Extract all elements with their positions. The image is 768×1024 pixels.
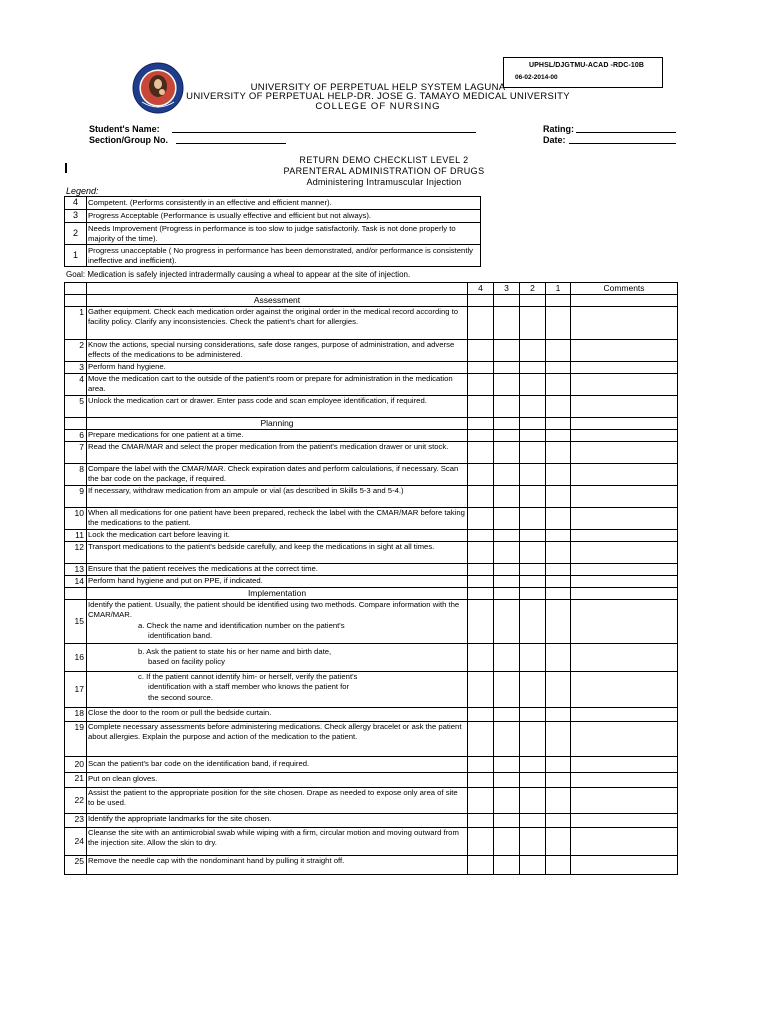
comments-cell[interactable]	[571, 441, 678, 463]
university-name-line1: UNIVERSITY OF PERPETUAL HELP SYSTEM LAGUNA	[250, 82, 506, 93]
score-3-cell[interactable]	[494, 813, 520, 827]
legend-table	[64, 196, 481, 267]
step-number: 7	[65, 441, 87, 463]
score-1-cell[interactable]	[546, 339, 571, 361]
score-2-cell[interactable]	[520, 485, 546, 507]
table-row	[65, 721, 678, 756]
score-3-cell[interactable]	[494, 507, 520, 529]
comments-cell[interactable]	[571, 306, 678, 339]
score-2-cell[interactable]	[520, 441, 546, 463]
document-code: UPHSL/DJGTMU-ACAD -RDC-10B	[529, 62, 644, 69]
step-text: Scan the patient's bar code on the identification band, if required.	[87, 756, 468, 772]
step-number: 3	[65, 361, 87, 373]
score-1-cell[interactable]	[546, 306, 571, 339]
blank-cell	[65, 587, 87, 599]
step-sub-text: c. If the patient cannot identify him- or herself, verify the patient's	[138, 671, 358, 681]
step-text: Assist the patient to the appropriate position for the site chosen. Drape as needed to expose only area of site to be used.	[87, 787, 468, 813]
table-row	[65, 361, 678, 373]
score-3-cell[interactable]	[494, 529, 520, 541]
table-row	[65, 643, 678, 671]
legend-row	[65, 210, 481, 223]
procedure-title: Administering Intramuscular Injection	[306, 177, 462, 187]
table-row	[65, 599, 678, 643]
step-number: 25	[65, 855, 87, 874]
step-sub-text: identification with a staff member who knows the patient for	[148, 682, 350, 691]
score-3-cell[interactable]	[494, 541, 520, 563]
student-name-label: Student's Name:	[89, 124, 160, 134]
comments-cell[interactable]	[571, 787, 678, 813]
blank-cell	[65, 417, 87, 429]
table-row	[65, 563, 678, 575]
table-row	[65, 395, 678, 417]
score-3-cell[interactable]	[494, 643, 520, 671]
comments-header: Comments	[571, 283, 678, 295]
table-row	[65, 707, 678, 721]
score-4-cell[interactable]	[468, 361, 494, 373]
table-row	[65, 541, 678, 563]
comments-cell[interactable]	[571, 707, 678, 721]
comments-cell[interactable]	[571, 756, 678, 772]
university-name-line2: UNIVERSITY OF PERPETUAL HELP-DR. JOSE G. TAMAYO MEDICAL UNIVERSITY	[186, 91, 570, 102]
score-1-cell[interactable]	[546, 707, 571, 721]
step-text: Move the medication cart to the outside of the patient's room or prepare for administration in the medication area.	[87, 373, 468, 395]
step-sub-text: a. Check the name and identification number on the patient's	[138, 620, 345, 630]
score-3-cell[interactable]	[494, 373, 520, 395]
blank-header	[65, 283, 87, 295]
score-3-cell[interactable]	[494, 827, 520, 855]
score-1-cell[interactable]	[546, 429, 571, 441]
score-2-cell[interactable]	[520, 507, 546, 529]
score-4-cell[interactable]	[468, 721, 494, 756]
score-4-cell[interactable]	[468, 395, 494, 417]
step-text: Ensure that the patient receives the medications at the correct time.	[87, 563, 468, 575]
section-implementation: Implementation	[87, 587, 468, 599]
score-1-cell[interactable]	[546, 529, 571, 541]
score-3-cell[interactable]	[494, 756, 520, 772]
step-number: 15	[65, 599, 87, 643]
step-number: 19	[65, 721, 87, 756]
score-1-cell[interactable]	[546, 813, 571, 827]
comments-cell[interactable]	[571, 429, 678, 441]
score-3-cell[interactable]	[494, 361, 520, 373]
legend-text: Progress Acceptable (Performance is usually effective and efficient but not always).	[87, 210, 481, 223]
score-4-cell[interactable]	[468, 575, 494, 587]
section-row	[65, 294, 678, 306]
score-3-cell[interactable]	[494, 787, 520, 813]
step-text: Put on clean gloves.	[87, 772, 468, 787]
college-name: COLLEGE OF NURSING	[315, 101, 441, 112]
score-2-cell[interactable]	[520, 529, 546, 541]
score-1-cell[interactable]	[546, 541, 571, 563]
score-1-cell[interactable]	[546, 395, 571, 417]
score-4-cell[interactable]	[468, 599, 494, 643]
step-text: Gather equipment. Check each medication order against the original order in the medical record according to facility policy. Clarify any inconsistencies. Check the patient's chart for allergies.	[87, 306, 468, 339]
table-row	[65, 429, 678, 441]
step-text: Perform hand hygiene.	[87, 361, 468, 373]
score-3-cell[interactable]	[494, 463, 520, 485]
comments-cell[interactable]	[571, 643, 678, 671]
score-4-cell[interactable]	[468, 855, 494, 874]
step-sub-text: b. Ask the patient to state his or her name and birth date,	[138, 646, 332, 656]
score-4-cell[interactable]	[468, 507, 494, 529]
checklist-table	[64, 282, 678, 875]
score-2-cell[interactable]	[520, 827, 546, 855]
comments-cell[interactable]	[571, 339, 678, 361]
step-number: 17	[65, 671, 87, 707]
step-text: Know the actions, special nursing considerations, safe dose ranges, purpose of administration, and adverse effects of the medications to be administered.	[87, 339, 468, 361]
goal-statement: Goal: Medication is safely injected intradermally causing a wheal to appear at the site of injection.	[66, 270, 411, 279]
step-text: Unlock the medication cart or drawer. Enter pass code and scan employee identification, if required.	[87, 395, 468, 417]
legend-row	[65, 197, 481, 210]
step-number: 20	[65, 756, 87, 772]
step-number: 12	[65, 541, 87, 563]
score-3-cell[interactable]	[494, 306, 520, 339]
step-text-block	[87, 599, 468, 643]
step-number: 16	[65, 643, 87, 671]
score-2-cell[interactable]	[520, 563, 546, 575]
step-text: Identify the appropriate landmarks for the site chosen.	[87, 813, 468, 827]
score-2-cell[interactable]	[520, 575, 546, 587]
score-2-cell[interactable]	[520, 429, 546, 441]
step-number: 9	[65, 485, 87, 507]
score-2-cell[interactable]	[520, 721, 546, 756]
legend-text: Progress unacceptable ( No progress in performance has been demonstrated, and/or performance is consistently ineffective and inefficient).	[87, 245, 481, 267]
blank-header	[87, 283, 468, 295]
score-1-cell[interactable]	[546, 563, 571, 575]
score-2-cell[interactable]	[520, 599, 546, 643]
score-2-cell[interactable]	[520, 339, 546, 361]
score-3-cell[interactable]	[494, 441, 520, 463]
legend-text: Competent. (Performs consistently in an effective and efficient manner).	[87, 197, 481, 210]
section-group-field[interactable]	[176, 143, 286, 144]
score-3-cell[interactable]	[494, 599, 520, 643]
step-text: Transport medications to the patient's bedside carefully, and keep the medications in sight at all times.	[87, 541, 468, 563]
table-row	[65, 529, 678, 541]
score-4-cell[interactable]	[468, 541, 494, 563]
step-text: When all medications for one patient have been prepared, recheck the label with the CMAR/MAR before taking the medications to the patient.	[87, 507, 468, 529]
score-2-cell[interactable]	[520, 707, 546, 721]
score-2-cell[interactable]	[520, 643, 546, 671]
score-3-cell[interactable]	[494, 563, 520, 575]
comments-cell[interactable]	[571, 507, 678, 529]
score-1-cell[interactable]	[546, 441, 571, 463]
score-1-cell[interactable]	[546, 463, 571, 485]
score-3-cell[interactable]	[494, 429, 520, 441]
header-row	[65, 283, 678, 295]
step-number: 10	[65, 507, 87, 529]
step-sub-text: based on facility policy	[148, 657, 225, 666]
table-row	[65, 756, 678, 772]
score-4-cell[interactable]	[468, 463, 494, 485]
step-text: Lock the medication cart before leaving it.	[87, 529, 468, 541]
score-3-cell[interactable]	[494, 721, 520, 756]
score-4-cell[interactable]	[468, 441, 494, 463]
score-4-cell[interactable]	[468, 339, 494, 361]
score-2-cell[interactable]	[520, 671, 546, 707]
table-row	[65, 339, 678, 361]
score-2-cell[interactable]	[520, 772, 546, 787]
table-row	[65, 787, 678, 813]
score-2-header: 2	[520, 283, 546, 295]
student-name-field[interactable]	[172, 132, 476, 133]
step-text: If necessary, withdraw medication from an ampule or vial (as described in Skills 5-3 and 5-4.)	[87, 485, 468, 507]
step-text-block	[87, 643, 468, 671]
score-1-cell[interactable]	[546, 855, 571, 874]
step-number: 11	[65, 529, 87, 541]
score-2-cell[interactable]	[520, 855, 546, 874]
legend-label: Legend:	[66, 186, 99, 196]
step-number: 23	[65, 813, 87, 827]
section-assessment: Assessment	[87, 294, 468, 306]
step-text: Read the CMAR/MAR and select the proper medication from the patient's medication drawer or unit stock.	[87, 441, 468, 463]
step-text: Perform hand hygiene and put on PPE, if indicated.	[87, 575, 468, 587]
table-row	[65, 463, 678, 485]
legend-score: 4	[65, 197, 87, 210]
score-4-cell[interactable]	[468, 707, 494, 721]
score-3-cell[interactable]	[494, 575, 520, 587]
checklist-title: RETURN DEMO CHECKLIST LEVEL 2	[299, 155, 469, 165]
comments-cell[interactable]	[571, 541, 678, 563]
step-number: 5	[65, 395, 87, 417]
step-sub-text: the second source.	[148, 692, 213, 702]
score-1-header: 1	[546, 283, 571, 295]
score-1-cell[interactable]	[546, 756, 571, 772]
score-4-cell[interactable]	[468, 563, 494, 575]
score-4-cell[interactable]	[468, 756, 494, 772]
section-row	[65, 587, 678, 599]
score-2-cell[interactable]	[520, 541, 546, 563]
comments-cell[interactable]	[571, 485, 678, 507]
table-row	[65, 507, 678, 529]
score-1-cell[interactable]	[546, 671, 571, 707]
score-4-header: 4	[468, 283, 494, 295]
score-2-cell[interactable]	[520, 361, 546, 373]
score-1-cell[interactable]	[546, 721, 571, 756]
step-number: 14	[65, 575, 87, 587]
table-row	[65, 772, 678, 787]
checklist-subtitle: PARENTERAL ADMINISTRATION OF DRUGS	[283, 166, 485, 176]
step-number: 21	[65, 772, 87, 787]
score-2-cell[interactable]	[520, 463, 546, 485]
score-3-header: 3	[494, 283, 520, 295]
comments-cell[interactable]	[571, 361, 678, 373]
score-2-cell[interactable]	[520, 373, 546, 395]
table-row	[65, 485, 678, 507]
table-row	[65, 306, 678, 339]
step-sub-text: identification band.	[148, 631, 213, 640]
score-4-cell[interactable]	[468, 485, 494, 507]
table-row	[65, 575, 678, 587]
step-text: Compare the label with the CMAR/MAR. Check expiration dates and perform calculations, if necessary. Scan the bar code on the package, if required.	[87, 463, 468, 485]
step-number: 1	[65, 306, 87, 339]
legend-score: 3	[65, 210, 87, 223]
step-text: Complete necessary assessments before administering medications. Check allergy bracelet or ask the patient about allergies. Explain the purpose and action of the medication to the patient.	[87, 721, 468, 756]
blank-cell	[65, 294, 87, 306]
step-number: 2	[65, 339, 87, 361]
comments-cell[interactable]	[571, 827, 678, 855]
score-3-cell[interactable]	[494, 395, 520, 417]
date-label: Date:	[543, 135, 566, 145]
table-row	[65, 441, 678, 463]
comments-cell[interactable]	[571, 395, 678, 417]
section-row	[65, 417, 678, 429]
table-row	[65, 373, 678, 395]
step-number: 13	[65, 563, 87, 575]
comments-cell[interactable]	[571, 575, 678, 587]
score-3-cell[interactable]	[494, 707, 520, 721]
step-number: 8	[65, 463, 87, 485]
score-3-cell[interactable]	[494, 772, 520, 787]
step-text: Identify the patient. Usually, the patient should be identified using two methods. Compare information with the CMAR/MAR.	[88, 599, 460, 619]
step-text: Cleanse the site with an antimicrobial swab while wiping with a firm, circular motion and moving outward from the injection site. Allow the skin to dry.	[87, 827, 468, 855]
step-text: Remove the needle cap with the nondominant hand by pulling it straight off.	[87, 855, 468, 874]
comments-cell[interactable]	[571, 671, 678, 707]
table-row	[65, 827, 678, 855]
score-1-cell[interactable]	[546, 772, 571, 787]
score-4-cell[interactable]	[468, 529, 494, 541]
score-2-cell[interactable]	[520, 756, 546, 772]
legend-score: 2	[65, 223, 87, 245]
score-1-cell[interactable]	[546, 373, 571, 395]
table-row	[65, 813, 678, 827]
comments-cell[interactable]	[571, 563, 678, 575]
step-number: 24	[65, 827, 87, 855]
section-group-label: Section/Group No.	[89, 135, 169, 145]
date-field[interactable]	[569, 143, 676, 144]
comments-cell[interactable]	[571, 463, 678, 485]
score-3-cell[interactable]	[494, 855, 520, 874]
score-4-cell[interactable]	[468, 813, 494, 827]
comments-cell[interactable]	[571, 373, 678, 395]
step-number: 18	[65, 707, 87, 721]
comments-cell[interactable]	[571, 813, 678, 827]
score-1-cell[interactable]	[546, 575, 571, 587]
legend-row	[65, 245, 481, 267]
score-1-cell[interactable]	[546, 787, 571, 813]
comments-cell[interactable]	[571, 772, 678, 787]
legend-row	[65, 223, 481, 245]
comments-cell[interactable]	[571, 529, 678, 541]
score-2-cell[interactable]	[520, 306, 546, 339]
comments-cell[interactable]	[571, 721, 678, 756]
step-number: 6	[65, 429, 87, 441]
comments-cell[interactable]	[571, 855, 678, 874]
table-row	[65, 855, 678, 874]
score-3-cell[interactable]	[494, 339, 520, 361]
step-text: Close the door to the room or pull the bedside curtain.	[87, 707, 468, 721]
section-planning: Planning	[87, 417, 468, 429]
score-4-cell[interactable]	[468, 772, 494, 787]
score-4-cell[interactable]	[468, 827, 494, 855]
step-number: 4	[65, 373, 87, 395]
rating-field[interactable]	[576, 132, 676, 133]
score-3-cell[interactable]	[494, 671, 520, 707]
score-1-cell[interactable]	[546, 485, 571, 507]
score-1-cell[interactable]	[546, 643, 571, 671]
legend-text: Needs Improvement (Progress in performance is too slow to judge satisfactorily. Task is not done properly to majority of the time).	[87, 223, 481, 245]
score-3-cell[interactable]	[494, 485, 520, 507]
score-4-cell[interactable]	[468, 787, 494, 813]
score-2-cell[interactable]	[520, 395, 546, 417]
score-4-cell[interactable]	[468, 671, 494, 707]
score-4-cell[interactable]	[468, 373, 494, 395]
score-1-cell[interactable]	[546, 507, 571, 529]
score-2-cell[interactable]	[520, 813, 546, 827]
score-1-cell[interactable]	[546, 599, 571, 643]
step-text: Prepare medications for one patient at a time.	[87, 429, 468, 441]
comments-cell[interactable]	[571, 599, 678, 643]
score-1-cell[interactable]	[546, 827, 571, 855]
legend-score: 1	[65, 245, 87, 267]
rating-label: Rating:	[543, 124, 574, 134]
score-4-cell[interactable]	[468, 429, 494, 441]
document-revision-date: 06-02-2014-00	[515, 74, 558, 81]
table-row	[65, 671, 678, 707]
score-4-cell[interactable]	[468, 643, 494, 671]
score-4-cell[interactable]	[468, 306, 494, 339]
step-text-block	[87, 671, 468, 707]
score-1-cell[interactable]	[546, 361, 571, 373]
step-number: 22	[65, 787, 87, 813]
score-2-cell[interactable]	[520, 787, 546, 813]
